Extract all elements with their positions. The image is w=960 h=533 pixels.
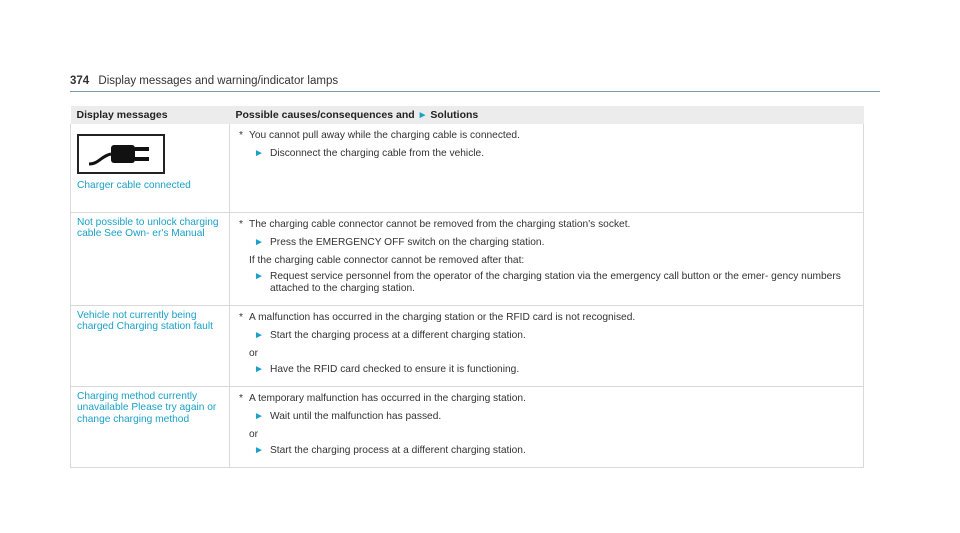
causes-cell — [230, 305, 864, 386]
step-text: Wait until the malfunction has passed. — [270, 410, 442, 422]
step-text: Press the EMERGENCY OFF switch on the charging station. — [270, 236, 545, 248]
solution-step — [236, 411, 857, 423]
step-text: Disconnect the charging cable from the vehicle. — [270, 148, 485, 159]
solution-step — [236, 330, 857, 342]
arrow-icon: ► — [254, 363, 264, 375]
cause-text: A malfunction has occurred in the charging station or the RFID card is not recognised. — [249, 311, 636, 323]
cause-item — [236, 393, 857, 405]
solution-step — [236, 364, 857, 376]
cause-item — [236, 130, 857, 142]
asterisk-icon: * — [239, 311, 243, 323]
message-cell — [71, 124, 230, 212]
arrow-icon: ► — [254, 329, 264, 341]
column-header-messages: Display messages — [71, 106, 230, 124]
asterisk-icon: * — [239, 392, 243, 404]
cause-text: The charging cable connector cannot be removed from the charging station's socket. — [249, 218, 631, 230]
solution-step — [236, 237, 857, 249]
arrow-icon: ► — [254, 410, 264, 422]
message-label: Charging method currently unavailable Please try again or change charging method — [77, 390, 217, 425]
display-messages-table — [70, 106, 864, 468]
cause-text: A temporary malfunction has occurred in the charging station. — [249, 392, 526, 404]
causes-header-label: Possible causes/consequences and — [235, 109, 415, 121]
message-label: Charger cable connected — [77, 180, 191, 191]
table-row — [71, 305, 864, 386]
step-text: Start the charging process at a different charging station. — [270, 444, 526, 456]
cause-text: You cannot pull away while the charging cable is connected. — [249, 130, 520, 141]
column-header-causes — [230, 106, 864, 124]
or-text: or — [249, 347, 259, 359]
page-title: Display messages and warning/indicator lamps — [98, 75, 339, 87]
solutions-header-label: Solutions — [430, 109, 479, 121]
cause-item — [236, 219, 857, 231]
message-cell — [71, 386, 230, 467]
table-row — [71, 124, 864, 212]
message-cell — [71, 305, 230, 386]
table-row — [71, 386, 864, 467]
plug-icon — [77, 134, 165, 174]
message-label: Vehicle not currently being charged Charging station fault — [77, 309, 213, 332]
cause-item — [236, 312, 857, 324]
table-row — [71, 212, 864, 305]
asterisk-icon: * — [239, 218, 243, 230]
or-text: or — [249, 428, 259, 440]
causes-cell — [230, 212, 864, 305]
arrow-icon: ► — [254, 236, 264, 248]
step-text: Have the RFID card checked to ensure it is functioning. — [270, 363, 520, 375]
arrow-icon: ► — [254, 444, 264, 456]
table-header-row — [71, 106, 864, 124]
solution-step — [236, 148, 857, 160]
solution-step — [236, 445, 857, 457]
arrow-icon: ► — [254, 148, 264, 159]
causes-cell — [230, 386, 864, 467]
page-header — [70, 75, 880, 92]
causes-cell — [230, 124, 864, 212]
arrow-icon: ► — [254, 270, 264, 282]
message-label: Not possible to unlock charging cable See Own- er's Manual — [77, 216, 219, 239]
solution-step — [236, 271, 857, 295]
step-text: Start the charging process at a different charging station. — [270, 329, 526, 341]
asterisk-icon: * — [239, 130, 243, 141]
arrow-icon: ► — [417, 110, 428, 121]
page-number: 374 — [70, 75, 90, 87]
message-cell — [71, 212, 230, 305]
step-text: Request service personnel from the operator of the charging station via the emergency call button or the emer- gency numbers attached to the charging station. — [270, 270, 841, 294]
note-text: If the charging cable connector cannot be removed after that: — [249, 254, 525, 266]
